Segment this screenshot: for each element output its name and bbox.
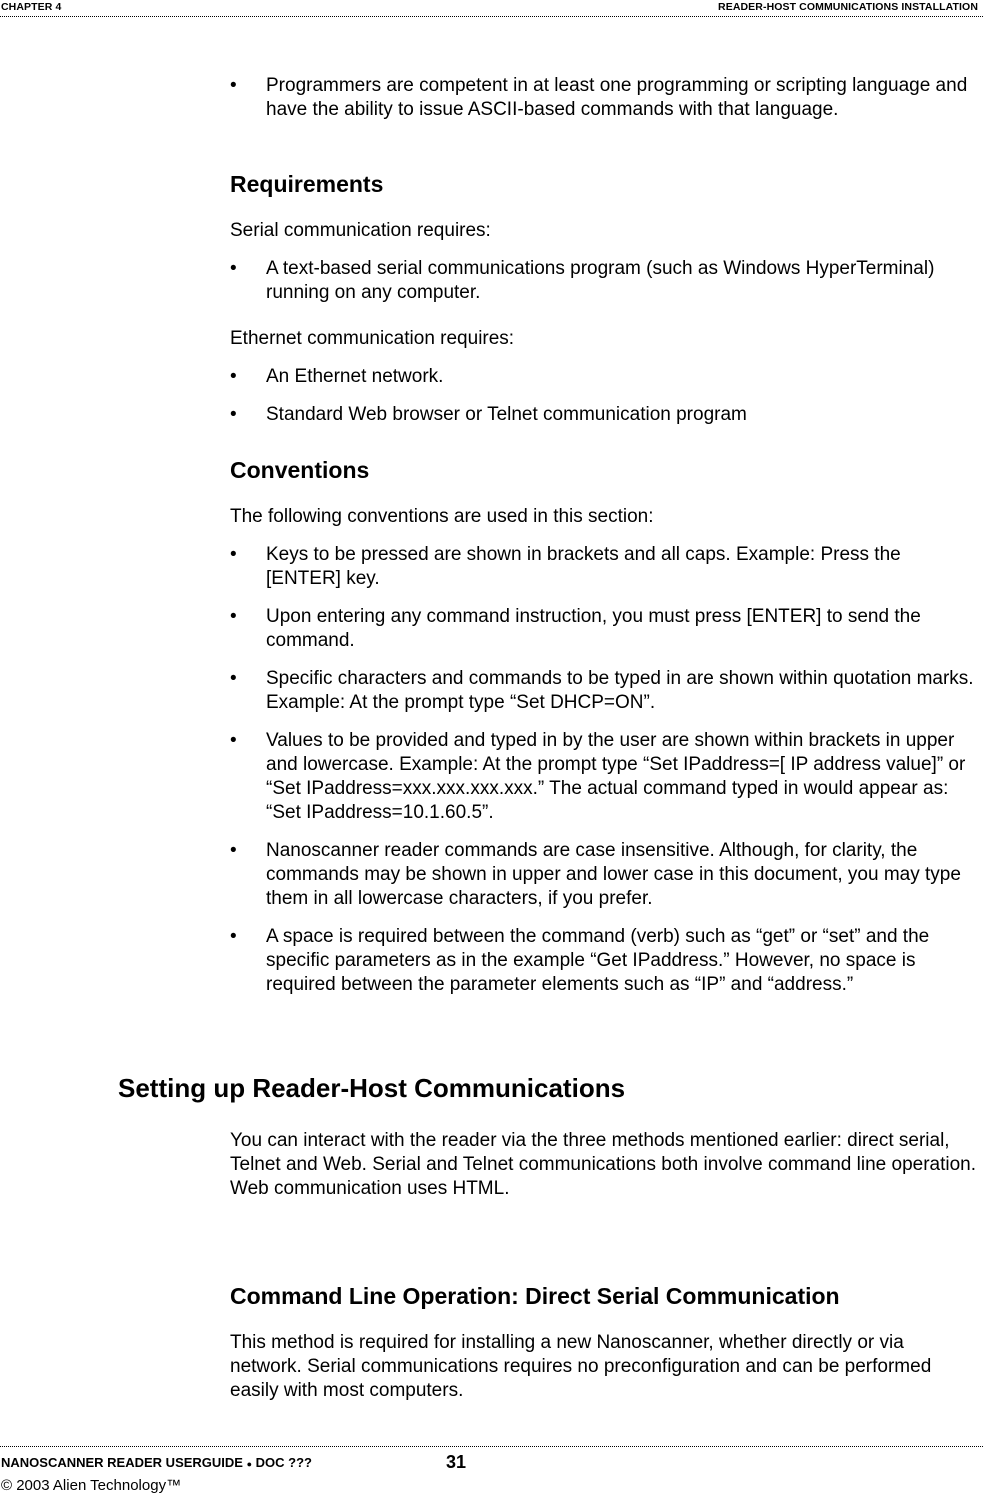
list-item-text: Specific characters and commands to be typed in are shown within quotation marks. Example: At the prompt type “Set DHCP=ON”. <box>266 668 974 713</box>
cli-section <box>230 1282 980 1417</box>
list-item <box>230 839 980 911</box>
bullet-icon: • <box>230 606 237 627</box>
chapter-label: CHAPTER 4 <box>1 1 62 13</box>
list-item-text: A space is required between the command (verb) such as “get” or “set” and the specific parameters as in the example “Get IPaddress.” However, no space is required between the parameter elements such as “IP” and “address.” <box>266 926 930 995</box>
list-item <box>230 925 980 997</box>
page-footer <box>0 1446 983 1494</box>
list-item-text: Values to be provided and typed in by the user are shown within brackets in upper and lowercase. Example: At the prompt type “Set IPaddress=[ IP address value]” or “Set IPaddress=xxx.xxx.xxx.xxx.” The actual command typed in would appear as: “Set IPaddress=10.1.60.5”. <box>266 730 966 823</box>
conventions-heading: Conventions <box>230 457 370 483</box>
bullet-icon: • <box>230 544 237 565</box>
list-item <box>230 257 980 305</box>
conventions-intro: The following conventions are used in this section: <box>230 506 654 527</box>
bullet-icon: • <box>230 75 237 96</box>
bullet-icon: • <box>230 840 237 861</box>
list-item <box>230 667 980 715</box>
page-number: 31 <box>446 1452 467 1472</box>
list-item-text: Upon entering any command instruction, you must press [ENTER] to send the command. <box>266 606 921 651</box>
setup-text: You can interact with the reader via the three methods mentioned earlier: direct serial, Telnet and Web. Serial and Telnet communications both involve command line operation. Web communication uses HTML. <box>230 1130 977 1199</box>
list-item-text: A text-based serial communications program (such as Windows HyperTerminal) running on any computer. <box>266 258 935 303</box>
bullet-icon: • <box>230 366 237 387</box>
separator-icon: ● <box>246 1459 253 1469</box>
list-item-text: Keys to be pressed are shown in brackets and all caps. Example: Press the [ENTER] key. <box>266 544 901 589</box>
bullet-icon: • <box>230 926 237 947</box>
list-item <box>230 74 980 122</box>
copyright: © 2003 Alien Technology™ <box>1 1477 182 1494</box>
ethernet-intro: Ethernet communication requires: <box>230 328 515 349</box>
list-item-text: Nanoscanner reader commands are case insensitive. Although, for clarity, the commands may be shown in upper and lower case in this document, you may type them in all lowercase characters, if you prefer. <box>266 840 961 909</box>
conventions-section <box>230 456 980 1011</box>
list-item <box>230 403 980 427</box>
bullet-icon: • <box>230 258 237 279</box>
doc-title: NANOSCANNER READER USERGUIDE <box>1 1455 243 1470</box>
list-item <box>230 605 980 653</box>
bullet-icon: • <box>230 730 237 751</box>
list-item <box>230 543 980 591</box>
list-item-text: Standard Web browser or Telnet communication program <box>266 404 747 425</box>
intro-block <box>230 74 980 136</box>
list-item <box>230 365 980 389</box>
bullet-icon: • <box>230 668 237 689</box>
setup-heading: Setting up Reader-Host Communications <box>118 1073 626 1103</box>
doc-number: DOC ??? <box>255 1455 312 1470</box>
requirements-section <box>230 170 980 441</box>
footer-doc-info <box>1 1455 312 1470</box>
setup-section <box>230 1129 980 1215</box>
requirements-heading: Requirements <box>230 171 384 197</box>
serial-intro: Serial communication requires: <box>230 220 491 241</box>
cli-text: This method is required for installing a new Nanoscanner, whether directly or via network. Serial communications requires no preconfiguration and can be performed easily with most computers. <box>230 1332 932 1401</box>
list-item-text: An Ethernet network. <box>266 366 444 387</box>
cli-heading: Command Line Operation: Direct Serial Communication <box>230 1283 840 1309</box>
bullet-icon: • <box>230 404 237 425</box>
page-header <box>0 0 983 17</box>
running-title: READER-HOST COMMUNICATIONS INSTALLATION <box>718 1 978 13</box>
list-item <box>230 729 980 825</box>
list-item-text: Programmers are competent in at least one programming or scripting language and have the ability to issue ASCII-based commands with that language. <box>266 75 968 120</box>
